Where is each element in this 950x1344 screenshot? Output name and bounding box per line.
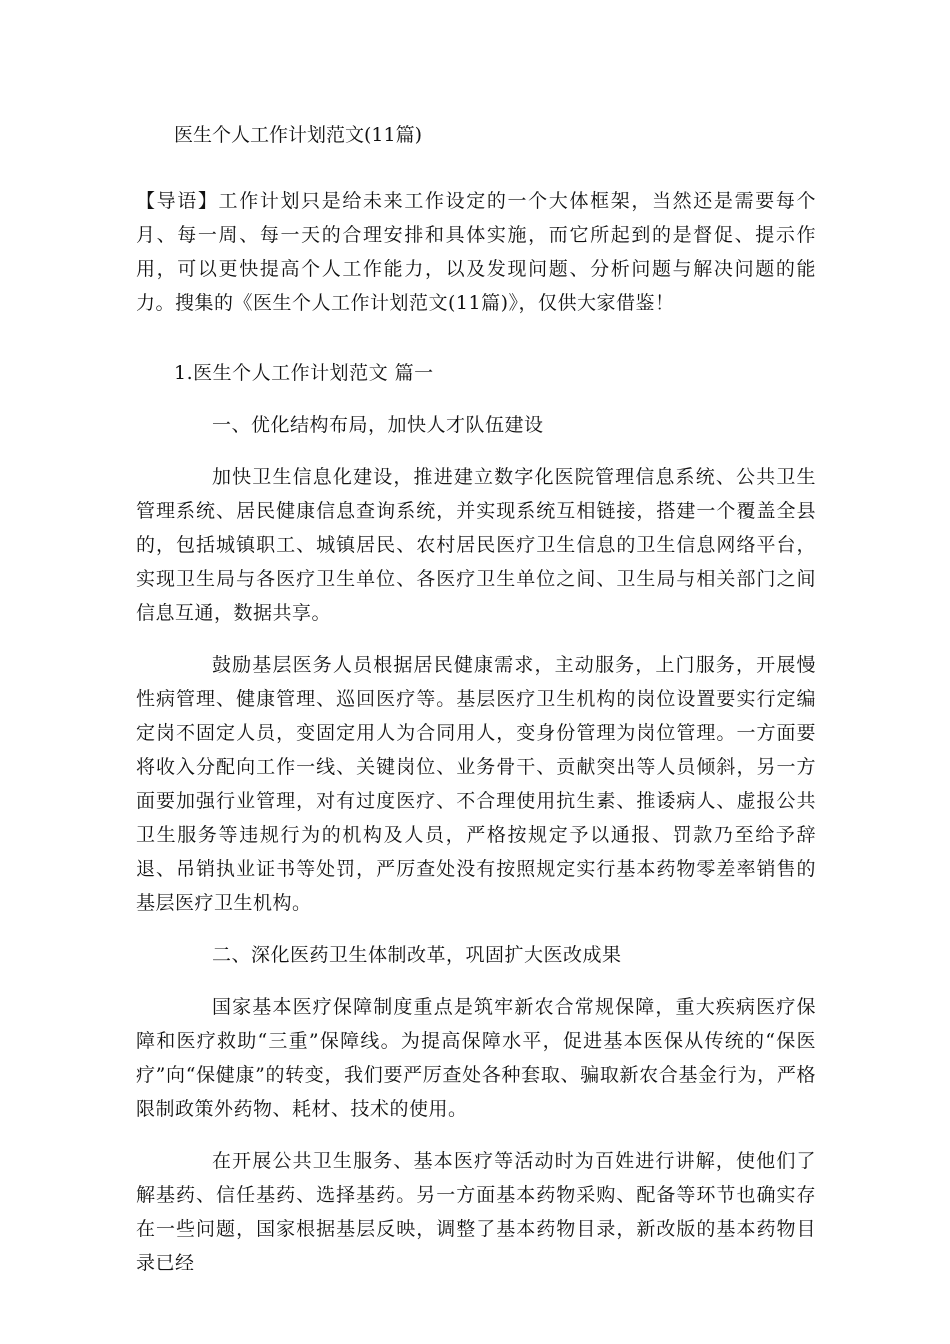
document-body	[136, 118, 816, 1280]
body-paragraph-4: 在开展公共卫生服务、基本医疗等活动时为百姓进行讲解，使他们了解基药、信任基药、选择基药。另一方面基本药物采购、配备等环节也确实存在一些问题，国家根据基层反映，调整了基本药物目录，新改版的基本药物目录已经	[136, 1150, 816, 1274]
intro-paragraph: 【导语】工作计划只是给未来工作设定的一个大体框架，当然还是需要每个月、每一周、每一天的合理安排和具体实施，而它所起到的是督促、提示作用，可以更快提高个人工作能力，以及发现问题、分析问题与解决问题的能力。搜集的《医生个人工作计划范文(11篇)》，仅供大家借鉴！	[136, 190, 816, 314]
sub-heading-1: 一、优化结构布局，加快人才队伍建设	[212, 414, 544, 436]
body-paragraph-3: 国家基本医疗保障制度重点是筑牢新农合常规保障，重大疾病医疗保障和医疗救助“三重”保障线。为提高保障水平，促进基本医保从传统的“保医疗”向“保健康”的转变，我们要严厉查处各种套取、骗取新农合基金行为，严格限制政策外药物、耗材、技术的使用。	[136, 996, 816, 1120]
body-paragraph-1: 加快卫生信息化建设，推进建立数字化医院管理信息系统、公共卫生管理系统、居民健康信息查询系统，并实现系统互相链接，搭建一个覆盖全县的，包括城镇职工、城镇居民、农村居民医疗卫生信息的卫生信息网络平台，实现卫生局与各医疗卫生单位、各医疗卫生单位之间、卫生局与相关部门之间信息互通，数据共享。	[136, 466, 816, 624]
body-paragraph-2: 鼓励基层医务人员根据居民健康需求，主动服务，上门服务，开展慢性病管理、健康管理、巡回医疗等。基层医疗卫生机构的岗位设置要实行定编定岗不固定人员，变固定用人为合同用人，变身份管理为岗位管理。一方面要将收入分配向工作一线、关键岗位、业务骨干、贡献突出等人员倾斜，另一方面要加强行业管理，对有过度医疗、不合理使用抗生素、推诿病人、虚报公共卫生服务等违规行为的机构及人员，严格按规定予以通报、罚款乃至给予辞退、吊销执业证书等处罚，严厉查处没有按照规定实行基本药物零差率销售的基层医疗卫生机构。	[136, 654, 816, 914]
document-title: 医生个人工作计划范文(11篇)	[174, 124, 423, 146]
sub-heading-2: 二、深化医药卫生体制改革，巩固扩大医改成果	[212, 944, 622, 966]
section-title: 1.医生个人工作计划范文 篇一	[174, 362, 434, 384]
